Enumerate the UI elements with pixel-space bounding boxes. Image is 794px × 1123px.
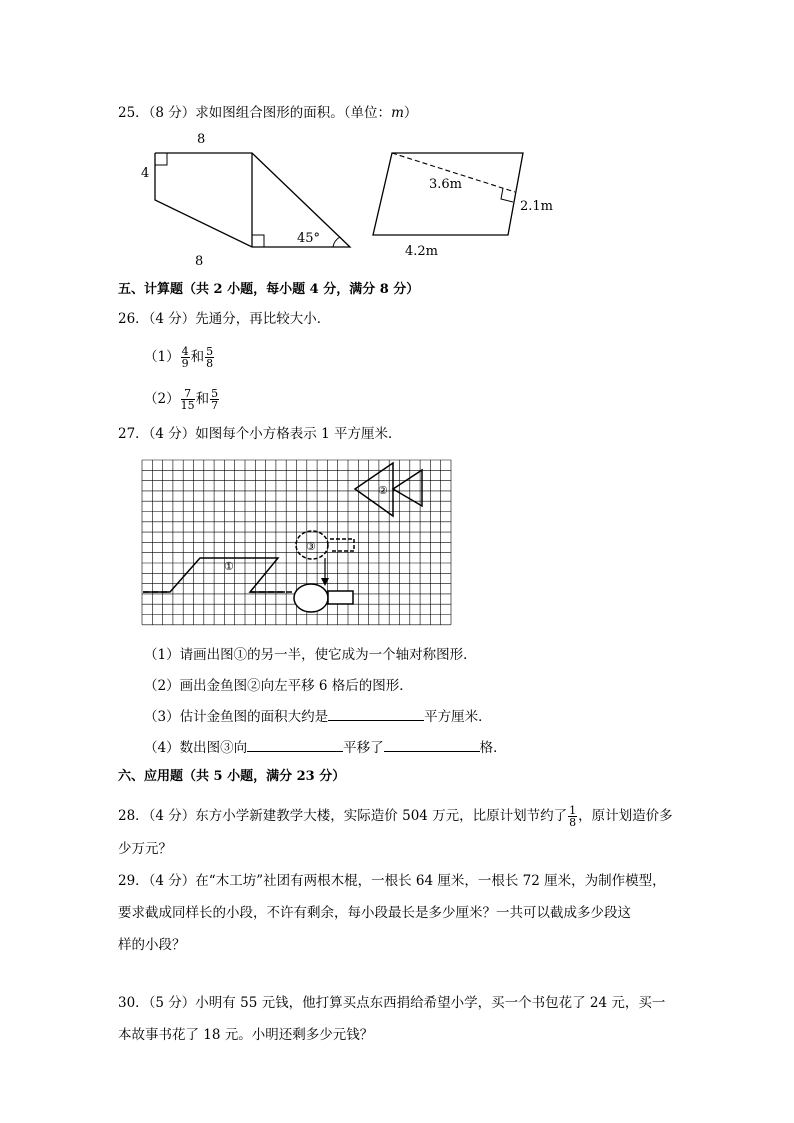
q26-text: 26．（4 分）先通分，再比较大小． [118,311,331,327]
fig1-top-label: 8 [197,132,206,147]
q27-text: 27．（4 分）如图每个小方格表示 1 平方厘米． [118,426,402,442]
q25-parallelogram-figure [365,140,565,265]
fig1-angle-label: 45° [297,231,321,246]
answer-blank-direction[interactable] [247,737,343,752]
q28-line1: 28．（4 分）东方小学新建教学大楼，实际造价 504 万元，比原计划节约了 $\frac{1}{8}$ ，原计划造价多 [118,804,673,829]
q26-part2: （2） $\frac{7}{15}$ 和 $\frac{5}{7}$ [144,387,219,412]
answer-blank-distance[interactable] [384,737,480,752]
q29-line1: 29．（4 分）在“木工坊”社团有两根木棍，一根长 64 厘米，一根长 72 厘米，为制作模型， [118,873,666,889]
q27-sub1: （1）请画出图①的另一半，使它成为一个轴对称图形． [144,647,477,663]
q29-line3: 样的小段？ [118,937,186,953]
section-5-heading: 五、计算题（共 2 小题，每小题 4 分，满分 8 分） [118,282,420,297]
q28-line2: 少万元？ [118,841,172,857]
q29-line2: 要求截成同样长的小段，不许有剩余，每小段最长是多少厘米？一共可以截成多少段这 [118,905,631,921]
q26-part1: （1） $\frac{4}{9}$ 和 $\frac{5}{8}$ [144,345,214,370]
fig2-base-label: 4.2m [405,244,439,259]
fig2-height-label: 3.6m [429,177,463,192]
q27-sub3: （3）估计金鱼图的面积大约是 平方厘米． [144,706,492,727]
answer-blank-area[interactable] [328,706,424,721]
fig1-left-label: 4 [141,166,150,181]
mark-3: ③ [306,540,316,553]
q27-sub2: （2）画出金鱼图②向左平移 6 格后的图形． [144,678,413,694]
q27-sub4: （4）数出图③向 平移了 格． [144,737,507,758]
q25-text: 25．（8 分）求如图组合图形的面积。（单位：m） [118,105,418,121]
q27-grid-figure [140,458,456,628]
fig2-side-label: 2.1m [520,199,554,214]
mark-2: ② [378,484,388,497]
q30-line2: 本故事书花了 18 元。小明还剩多少元钱？ [118,1027,374,1043]
fig1-bottom-label: 8 [195,254,204,269]
q30-line1: 30．（5 分）小明有 55 元钱，他打算买点东西捐给希望小学，买一个书包花了 24 元，买一 [118,995,666,1011]
q25-trapezoid-figure [135,125,365,270]
section-6-heading: 六、应用题（共 5 小题，满分 23 分） [118,769,346,784]
mark-1: ① [224,560,234,573]
